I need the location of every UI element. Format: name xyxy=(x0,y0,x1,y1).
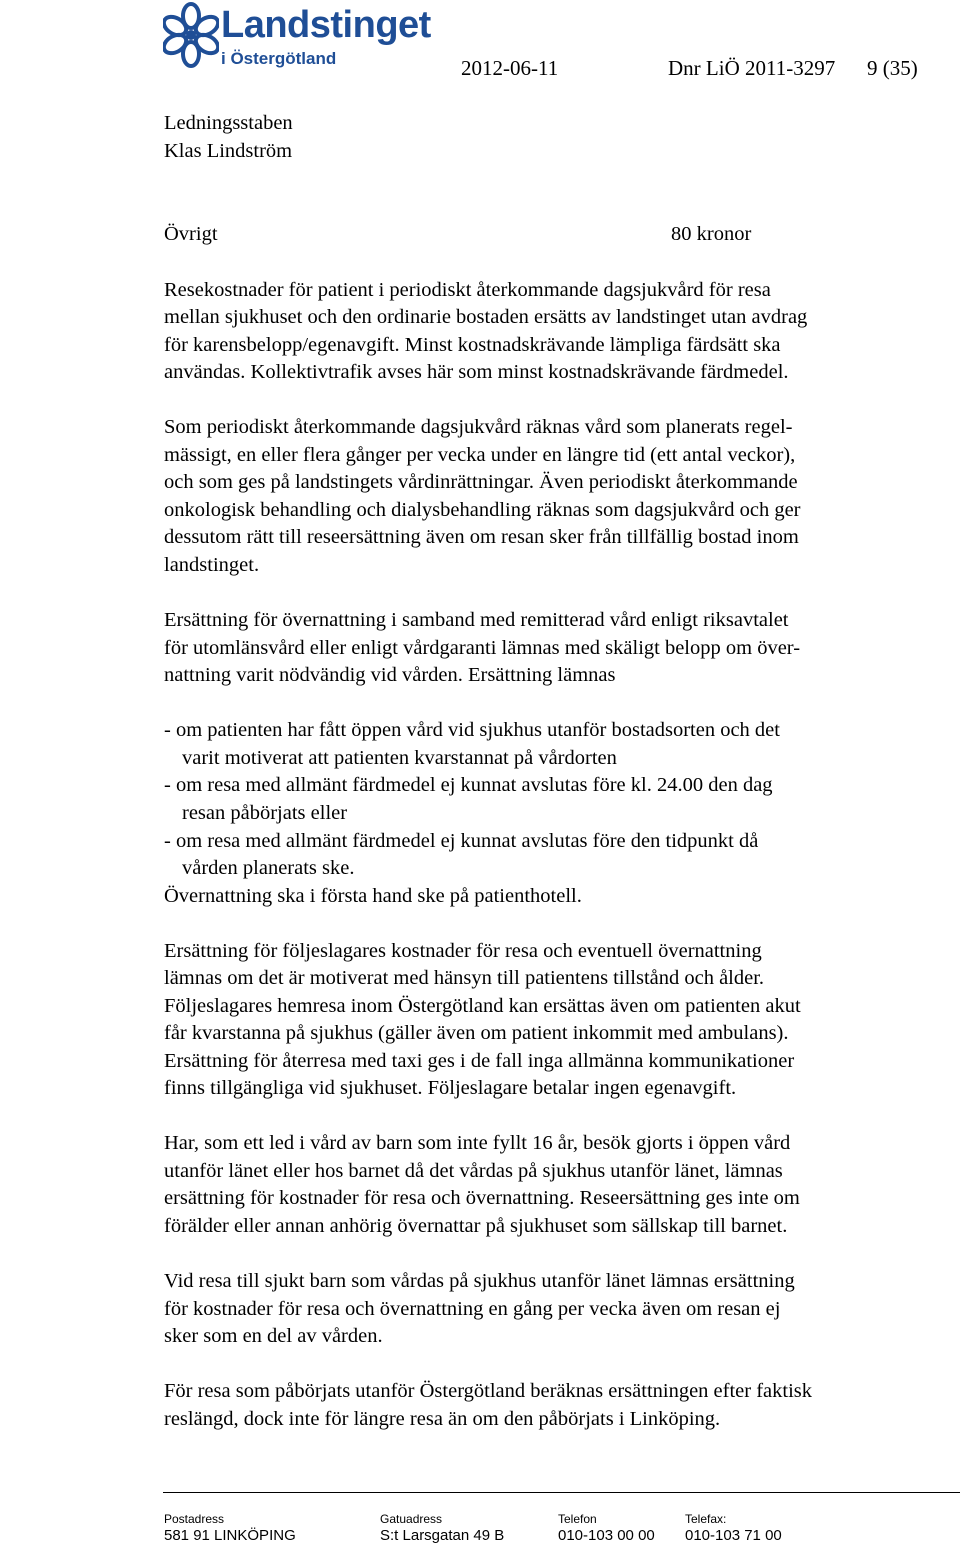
body-line: användas. Kollektivtrafik avses här som minst kostnadskrävande färdmedel. xyxy=(164,361,789,383)
body-line: lämnas om det är motiverat med hänsyn till patientens tillstånd och ålder. xyxy=(164,967,765,989)
body-line: Följeslagares hemresa inom Östergötland kan ersättas även om patienten akut xyxy=(164,995,801,1017)
body-line: sker som en del av vården. xyxy=(164,1325,383,1347)
body-line: för karensbelopp/egenavgift. Minst kostnadskrävande lämpliga färdsätt ska xyxy=(164,334,781,356)
footer-postadress-label: Postadress xyxy=(164,1512,225,1526)
footer-gatuadress: S:t Larsgatan 49 B xyxy=(380,1527,505,1544)
list-item-continuation: varit motiverat att patienten kvarstannat på vårdorten xyxy=(182,747,617,769)
footer-gatuadress-label: Gatuadress xyxy=(380,1512,443,1526)
list-item: - om resa med allmänt färdmedel ej kunnat avslutas före den tidpunkt då xyxy=(164,830,759,852)
landstinget-logo xyxy=(163,2,463,72)
body-line: förälder eller annan anhörig övernattar på sjukhuset som sällskap till barnet. xyxy=(164,1215,788,1237)
sender-person: Klas Lindström xyxy=(164,140,293,162)
logo-subtitle: i Östergötland xyxy=(221,49,337,68)
list-item-continuation: vården planerats ske. xyxy=(182,857,355,879)
footer-telefax-label: Telefax: xyxy=(685,1512,727,1526)
sender-department: Ledningsstaben xyxy=(164,112,293,134)
body-line: mellan sjukhuset och den ordinarie bostaden ersätts av landstinget utan avdrag xyxy=(164,306,808,328)
body-line: Har, som ett led i vård av barn som inte fyllt 16 år, besök gjorts i öppen vård xyxy=(164,1132,791,1154)
body-line: mässigt, en eller flera gånger per vecka under en längre tid (ett antal veckor), xyxy=(164,444,796,466)
body-line: Ersättning för återresa med taxi ges i de fall inga allmänna kommunikationer xyxy=(164,1050,795,1072)
list-item-continuation: resan påbörjats eller xyxy=(182,802,348,824)
list-item: - om patienten har fått öppen vård vid sjukhus utanför bostadsorten och det xyxy=(164,719,780,741)
footer-postadress: 581 91 LINKÖPING xyxy=(164,1527,296,1544)
landstinget-flower-icon xyxy=(163,2,219,68)
body-line: Ersättning för övernattning i samband med remitterad vård enligt riksavtalet xyxy=(164,609,789,631)
footer-telefon: 010-103 00 00 xyxy=(558,1527,655,1544)
body-line: utanför länet eller hos barnet då det vårdas på sjukhus utanför länet, lämnas xyxy=(164,1160,783,1182)
footer-telefax: 010-103 71 00 xyxy=(685,1527,782,1544)
logo-name: Landstinget xyxy=(221,4,431,46)
body-line: Övernattning ska i första hand ske på patienthotell. xyxy=(164,885,582,907)
body-line: nattning varit nödvändig vid vården. Ersättning lämnas xyxy=(164,664,616,686)
document-number: Dnr LiÖ 2011-3297 xyxy=(668,56,836,80)
body-line: för kostnader för resa och övernattning en gång per vecka även om resan ej xyxy=(164,1298,781,1320)
list-item: - om resa med allmänt färdmedel ej kunnat avslutas före kl. 24.00 den dag xyxy=(164,774,773,796)
body-line: Ersättning för följeslagares kostnader för resa och eventuell övernattning xyxy=(164,940,762,962)
body-line: och som ges på landstingets vårdinrättningar. Även periodiskt återkommande xyxy=(164,471,798,493)
body-line: finns tillgängliga vid sjukhuset. Följeslagare betalar ingen egenavgift. xyxy=(164,1077,737,1099)
body-line: Resekostnader för patient i periodiskt återkommande dagsjukvård för resa xyxy=(164,279,771,301)
footer-divider xyxy=(163,1492,960,1493)
body-line: dessutom rätt till reseersättning även om resan sker från tillfällig bostad inom xyxy=(164,526,799,548)
document-date: 2012-06-11 xyxy=(461,56,559,80)
body-line: landstinget. xyxy=(164,554,260,576)
body-line: får kvarstanna på sjukhus (gäller även om patient inkommit med ambulans). xyxy=(164,1022,789,1044)
body-line: Vid resa till sjukt barn som vårdas på sjukhus utanför länet lämnas ersättning xyxy=(164,1270,795,1292)
page-number: 9 (35) xyxy=(867,56,918,80)
section-title: Övrigt xyxy=(164,223,218,245)
body-line: reslängd, dock inte för längre resa än om den påbörjats i Linköping. xyxy=(164,1408,721,1430)
body-line: För resa som påbörjats utanför Östergötland beräknas ersättningen efter faktisk xyxy=(164,1380,813,1402)
body-line: ersättning för kostnader för resa och övernattning. Reseersättning ges inte om xyxy=(164,1187,800,1209)
section-amount: 80 kronor xyxy=(671,223,752,245)
body-line: för utomlänsvård eller enligt vårdgaranti lämnas med skäligt belopp om över- xyxy=(164,637,801,659)
footer-telefon-label: Telefon xyxy=(558,1512,597,1526)
body-line: onkologisk behandling och dialysbehandling räknas som dagsjukvård och ger xyxy=(164,499,801,521)
body-line: Som periodiskt återkommande dagsjukvård räknas vård som planerats regel- xyxy=(164,416,793,438)
